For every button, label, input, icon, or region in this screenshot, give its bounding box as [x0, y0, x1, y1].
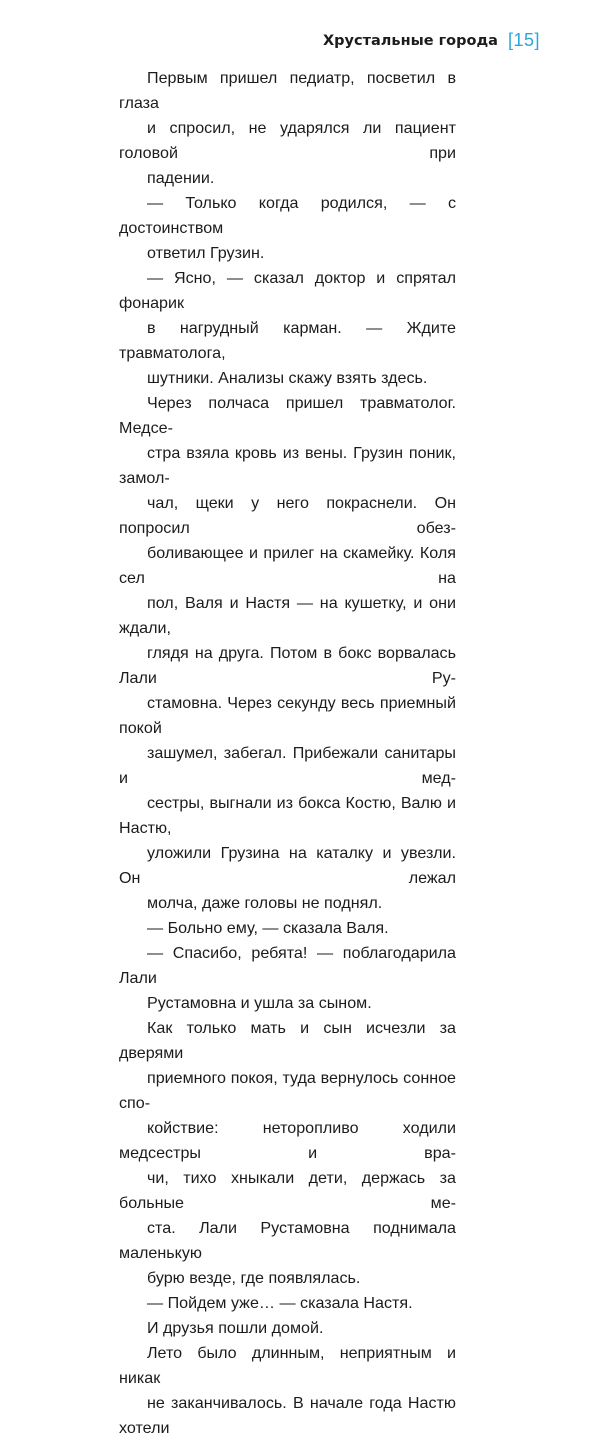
- paragraph: [119, 1016, 456, 1291]
- text-line: пол, Валя и Настя — на кушетку, и они ждали,: [119, 594, 456, 637]
- running-header: [323, 30, 540, 51]
- text-line: — Спасибо, ребята! — поблагодарила Лали: [119, 944, 456, 987]
- text-line: Через полчаса пришел травматолог. Медсе-: [119, 394, 456, 437]
- text-line: не заканчивалось. В начале года Настю хотели: [119, 1394, 456, 1437]
- running-title: Хрустальные города: [322, 32, 498, 49]
- text-line: ста. Лали Рустамовна поднимала маленькую: [119, 1219, 456, 1262]
- text-line: Как только мать и сын исчезли за дверями: [119, 1019, 456, 1062]
- text-line: падении.: [147, 169, 215, 187]
- paragraph: [119, 391, 456, 916]
- text-line: — Больно ему, — сказала Валя.: [147, 919, 389, 937]
- text-line: — Ясно, — сказал доктор и спрятал фонарик: [119, 269, 456, 312]
- text-line: молча, даже головы не поднял.: [147, 894, 383, 912]
- text-line: бурю везде, где появлялась.: [147, 1269, 361, 1287]
- text-line: боливающее и прилег на скамейку. Коля сел на: [119, 544, 456, 587]
- paragraph: [119, 66, 456, 191]
- text-line: ответил Грузин.: [147, 244, 265, 262]
- text-line: — Только когда родился, — с достоинством: [119, 194, 456, 237]
- paragraph: [119, 1291, 456, 1316]
- text-line: шутники. Анализы скажу взять здесь.: [147, 369, 428, 387]
- text-line: — Пойдем уже… — сказала Настя.: [147, 1294, 413, 1312]
- paragraph: [119, 916, 456, 941]
- text-line: койствие: неторопливо ходили медсестры и вра-: [119, 1119, 456, 1162]
- text-line: в нагрудный карман. — Ждите травматолога,: [119, 319, 456, 362]
- paragraph: [119, 266, 456, 391]
- text-line: сестры, выгнали из бокса Костю, Валю и Настю,: [119, 794, 456, 837]
- text-line: И друзья пошли домой.: [147, 1319, 324, 1337]
- paragraph: [119, 941, 456, 1016]
- text-line: чи, тихо хныкали дети, держась за больные ме-: [119, 1169, 456, 1212]
- text-line: уложили Грузина на каталку и увезли. Он лежал: [119, 844, 456, 887]
- text-line: приемного покоя, туда вернулось сонное спо-: [119, 1069, 456, 1112]
- text-line: глядя на друга. Потом в бокс ворвалась Лали Ру-: [119, 644, 456, 687]
- text-line: Первым пришел педиатр, посветил в глаза: [119, 69, 456, 112]
- page-number: [15]: [507, 30, 540, 50]
- paragraph: [119, 191, 456, 266]
- text-line: Лето было длинным, неприятным и никак: [119, 1344, 456, 1387]
- text-line: и спросил, не ударялся ли пациент головой при: [119, 119, 456, 162]
- text-line: Рустамовна и ушла за сыном.: [147, 994, 372, 1012]
- text-line: зашумел, забегал. Прибежали санитары и мед-: [119, 744, 456, 787]
- page-body: [119, 66, 456, 1441]
- text-line: чал, щеки у него покраснели. Он попросил обез-: [119, 494, 456, 537]
- paragraph: [119, 1316, 456, 1341]
- text-line: стра взяла кровь из вены. Грузин поник, замол-: [119, 444, 456, 487]
- paragraph: [119, 1341, 456, 1441]
- text-line: стамовна. Через секунду весь приемный покой: [119, 694, 456, 737]
